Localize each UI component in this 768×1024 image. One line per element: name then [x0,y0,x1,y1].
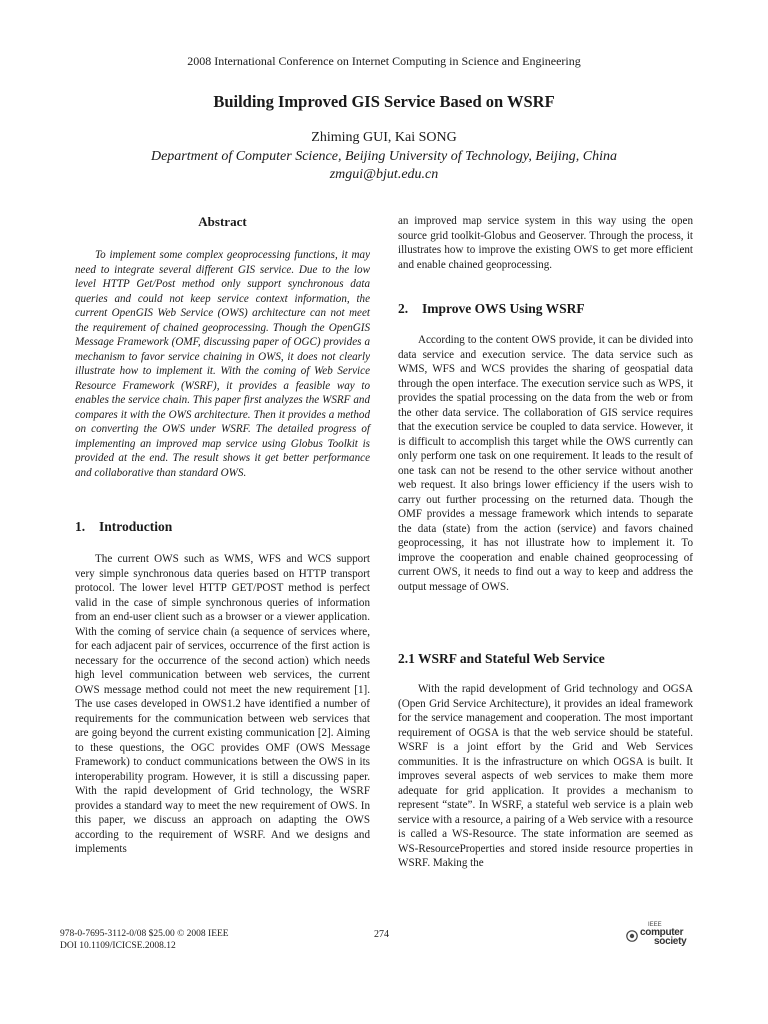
section2-body [398,333,693,594]
footer-doi: DOI 10.1109/ICICSE.2008.12 [60,941,176,951]
intro-heading [75,520,370,535]
footer-citation [60,928,229,952]
intro-title: Introduction [99,519,173,534]
abstract-heading: Abstract [198,214,247,229]
paper-title: Building Improved GIS Service Based on WSRF [213,92,555,111]
section21-heading-block [398,652,693,667]
ieee-cs-logo-icon [626,930,638,942]
section2-heading [398,302,693,317]
section2-title: Improve OWS Using WSRF [422,301,585,316]
intro-number: 1. [75,519,86,534]
intro-heading-block [75,520,370,535]
logo-society-text [640,928,686,946]
section2-number: 2. [398,301,409,316]
intro-body [75,552,370,857]
intro-continuation [398,214,693,272]
footer-isbn: 978-0-7695-3112-0/08 $25.00 © 2008 IEEE [60,929,229,939]
author-email: zmgui@bjut.edu.cn [329,167,439,182]
conference-name: 2008 International Conference on Internet Computing in Science and Engineering [187,54,581,68]
section2-heading-block [398,302,693,317]
abstract-heading-block [75,215,370,230]
logo-society-word: society [654,936,687,947]
section21-heading: 2.1 WSRF and Stateful Web Service [398,651,605,666]
logo-ieee-text: IEEE [648,922,662,928]
page-number: 274 [374,929,389,940]
authors: Zhiming GUI, Kai SONG [311,130,457,145]
ieee-computer-society-logo [626,922,698,948]
logo-computer-word: computer [640,927,684,938]
section21-text: With the rapid development of Grid technology and OGSA (Open Grid Service Architecture), it provides an ideal framework for the service management and cooperation. The most important requirement of OGSA is that the web service should be stateful. WSRF is a joint effort by the Grid and Web Services communities. It is the infrastructure on which OGSA is built. It improves several aspects of web services to make them more adequate for grid application. It provides a mechanism to represent “state”. In WSRF, a stateful web service is a plain web service with a resource, a pairing of a Web service with a resource is called a WS-Resource. The state information are seemed as WS-ResourceProperties and stored inside resource properties in WSRF. Making the [398,683,693,869]
intro-text: The current OWS such as WMS, WFS and WCS support very simple synchronous data queries based on HTTP transport protocol. The lower level HTTP GET/POST method is perfect valid in the case of simple synchronous queries of information from an end-user client such as a browser or a viewer application. With the coming of service chain (a sequence of services where, for each adjacent pair of services, occurrence of the first action is necessary for the occurrence of the second action) which needs high level communication between web services, the current OWS message method could not meet the new requirement [1]. The use cases developed in OWS1.2 have identified a number of requirements for the communication between web services that are going beyond the current existing communication [2]. Aiming to these questions, the OGC provides OMF (OWS Message Framework) to conduct communications between the OWS in its interoperability program. However, it is still a discussing paper. With the rapid development of Grid technology, the WSRF provides a standard way to meet the new requirement of OWS. In this paper, we discuss an approach on adapting the OWS according to the requirement of WSRF. And we designs and implements [75,553,370,855]
section2-text: According to the content OWS provide, it can be divided into data service and execution service. The data service such as WMS, WFS and WCS provides the sharing of geospatial data through the open interface. The execution service such as WPS, it provides the spatial processing on the data from the web or from the other data service. The collaboration of GIS service requires that the execution service be coupled to data service. However, it is difficult to accomplish this target while the OWS currently can only perform one task on one requirement. It leads to the result of one task can not be resend to the other service without another web request. It also brings lower efficiency if the users wish to carry out further processing on the returned data. Though the OMF provides a message framework which intends to separate the data (state) from the action (service) and favors chained geoprocessing, it has not illustrate how to implement it. To improve the cooperation and enable chained geoprocessing of current OWS, it needs to find out a way to keep and address the output message of OWS. [398,334,693,593]
abstract-text: To implement some complex geoprocessing functions, it may need to integrate several different GIS service. Due to the low level HTTP Get/Post method only support synchronous data queries and could not keep service context information, the current OpenGIS Web Service (OWS) architecture can not meet the requirement of chained geoprocessing. Though the OpenGIS Message Framework (OMF, discussing paper of OGC) provides a mechanism to favor service chaining in OWS, it does not clearly illustrate how to implement it. With the coming of Web Service Resource Framework (WSRF), it provides a feasible way to enables the service chain. This paper first analyzes the WSRF and compares it with the OWS architecture. Then it provides a method on converting the OWS under WSRF. The detailed progress of implementing an improved map service using Globus Toolkit is provided at the end. The result shows it get better performance and collaborative than standard OWS. [75,249,370,479]
intro-continuation-text: an improved map service system in this way using the open source grid toolkit-Globus and Geoserver. Through the process, it illustrates how to improve the existing OWS to get more efficient and enable chained geoprocessing. [398,215,693,271]
affiliation: Department of Computer Science, Beijing University of Technology, Beijing, China [150,149,618,164]
abstract-body [75,248,370,480]
section21-body [398,682,693,871]
